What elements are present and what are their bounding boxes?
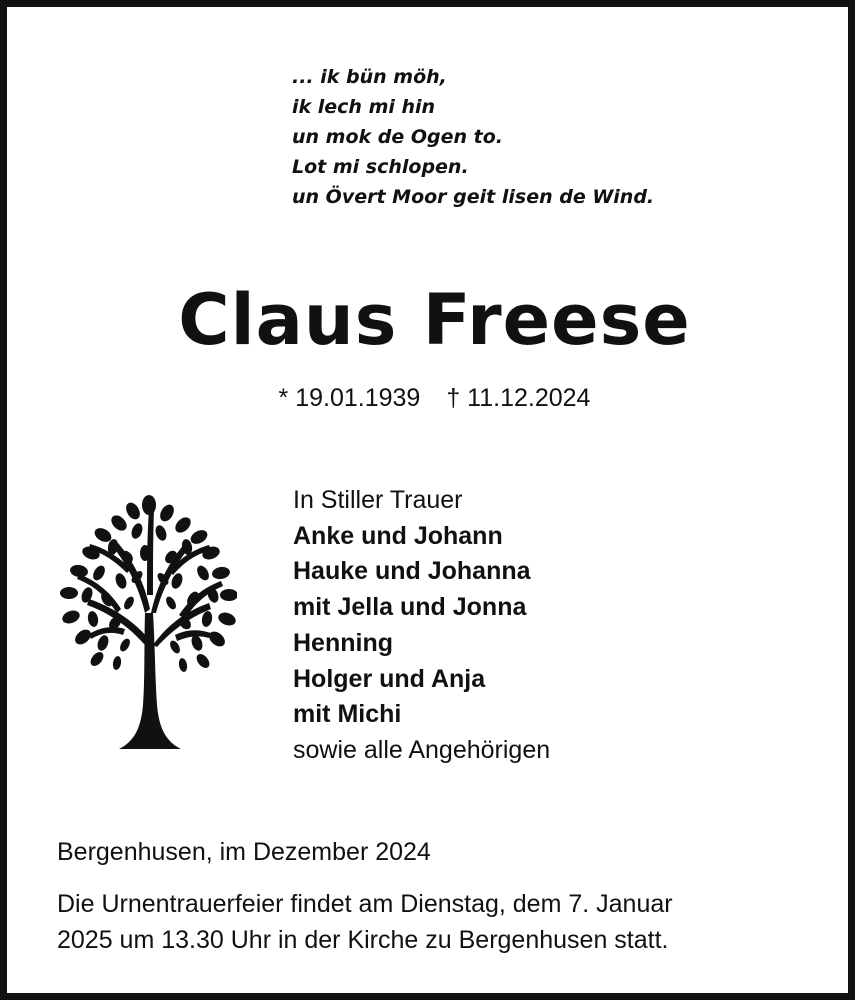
death-date: † 11.12.2024: [446, 384, 591, 412]
service-line: 2025 um 13.30 Uhr in der Kirche zu Bergenhusen statt.: [57, 926, 669, 954]
mourner-name: Henning: [293, 628, 393, 657]
mourners-outro: sowie alle Angehörigen: [293, 735, 551, 764]
poem-line: un Övert Moor geit lisen de Wind.: [292, 186, 655, 208]
mourners-intro: In Stiller Trauer: [293, 486, 463, 514]
mourner-name: mit Michi: [293, 700, 402, 729]
poem-line: un mok de Ogen to.: [292, 126, 504, 148]
place-and-date: Bergenhusen, im Dezember 2024: [57, 838, 431, 866]
poem-line: ... ik bün möh,: [292, 66, 447, 88]
tree-icon: [57, 495, 237, 753]
service-line: Die Urnentrauerfeier findet am Dienstag, dem 7. Januar: [57, 890, 673, 918]
mourner-name: Anke und Johann: [293, 521, 503, 550]
poem-line: Lot mi schlopen.: [292, 156, 469, 178]
mourner-name: Hauke und Johanna: [293, 557, 531, 586]
service-notice: [57, 886, 673, 958]
mourner-name: mit Jella und Jonna: [293, 593, 527, 622]
mourner-name: Holger und Anja: [293, 664, 486, 693]
poem-line: ik lech mi hin: [292, 96, 436, 118]
deceased-name: Claus Freese: [178, 279, 691, 361]
mourners-list: [293, 483, 550, 769]
birth-date: * 19.01.1939: [278, 384, 421, 412]
poem: [292, 62, 654, 212]
life-dates: [7, 380, 855, 416]
